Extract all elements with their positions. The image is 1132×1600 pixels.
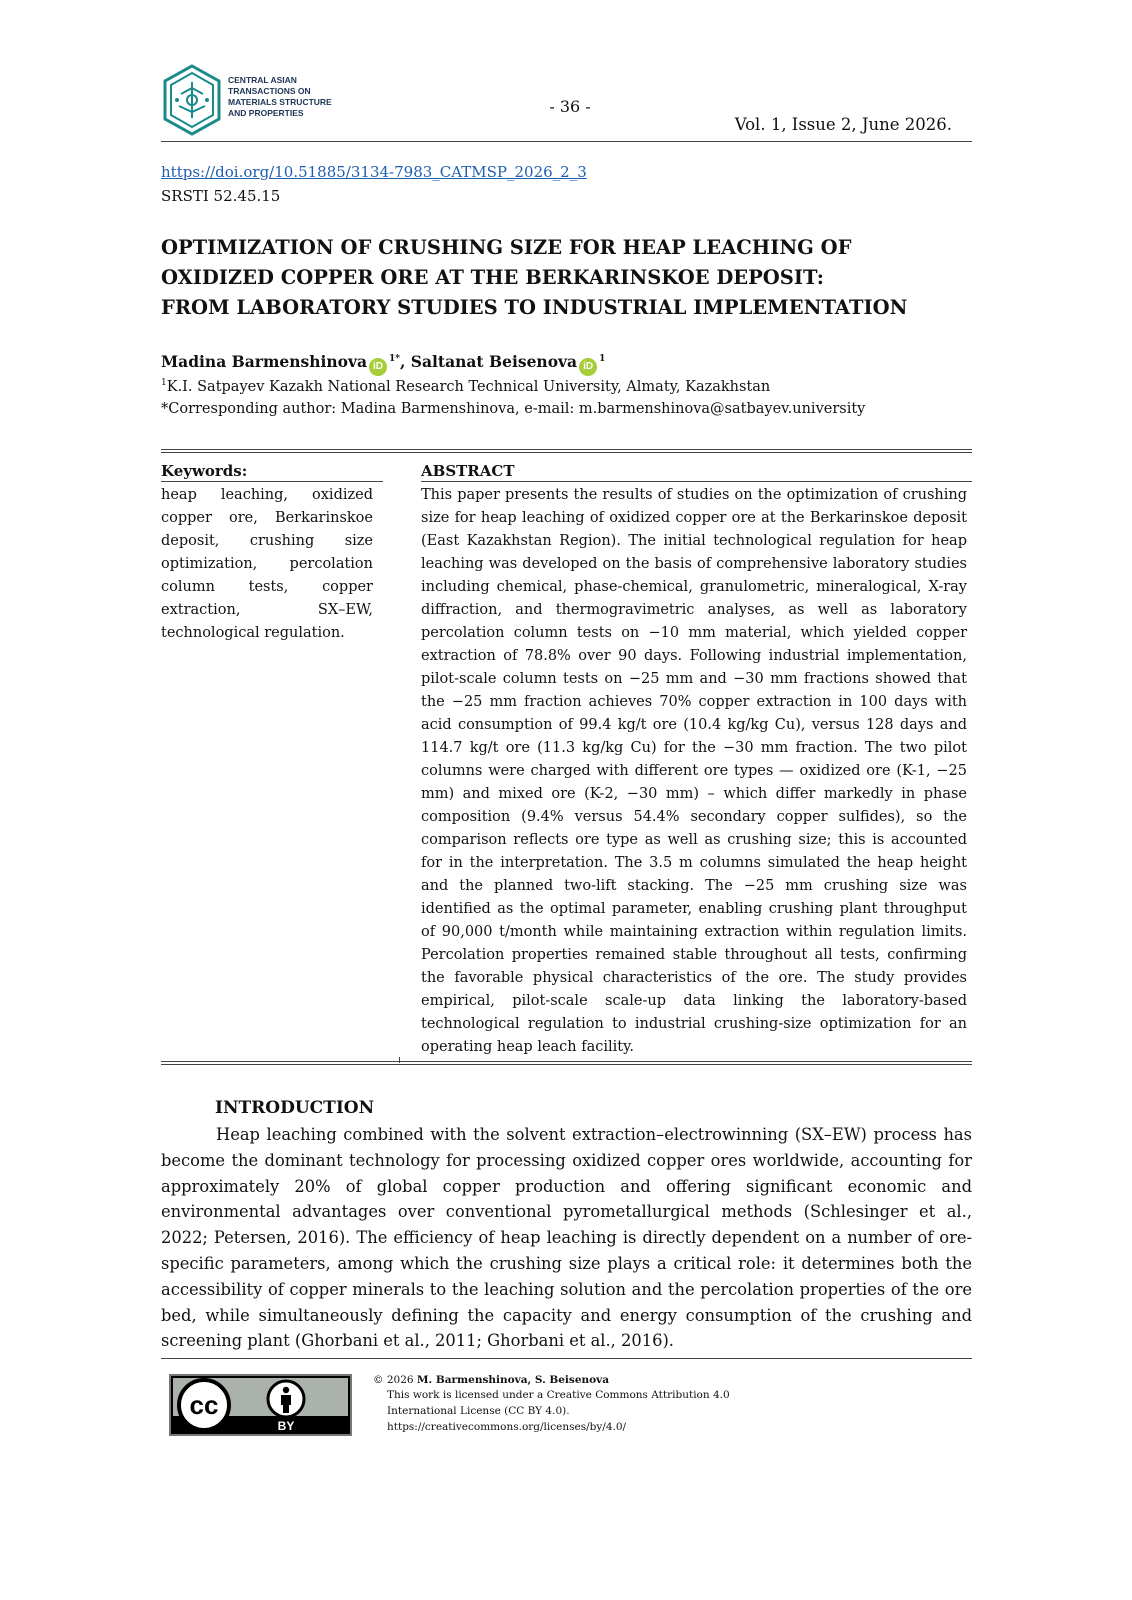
keywords-text: heap leaching, oxidized copper ore, Berkarinskoe deposit, crushing size optimization, percolation column tests, copper extraction, SX–EW, technological regulation. (161, 487, 373, 641)
license-url[interactable]: https://creativecommons.org/licenses/by/4.0/ (387, 1421, 627, 1433)
copyright-line (373, 1372, 609, 1388)
abstract-heading: ABSTRACT (421, 462, 972, 482)
volume-issue: Vol. 1, Issue 2, June 2026. (734, 115, 952, 134)
abstract-top-rule (161, 449, 972, 453)
journal-logo (161, 64, 223, 136)
journal-name-line: MATERIALS STRUCTURE (228, 97, 332, 107)
affiliation-text: K.I. Satpayev Kazakh National Research Technical University, Almaty, Kazakhstan (166, 378, 771, 395)
header-divider (161, 141, 972, 142)
doi-link[interactable]: https://doi.org/10.51885/3134-7983_CATMSP_2026_2_3 (161, 163, 587, 181)
abstract-text: This paper presents the results of studies on the optimization of crushing size for heap leaching of oxidized copper ore at the Berkarinskoe deposit (East Kazakhstan Region). The initial technological regulation for heap leaching was developed on the basis of comprehensive laboratory studies including chemical, phase-chemical, granulometric, mineralogical, X-ray diffraction, and thermogravimetric analyses, as well as laboratory percolation column tests on −10 mm material, which yielded copper extraction of 78.8% over 90 days. Following industrial implementation, pilot-scale column tests on −25 mm and −30 mm fractions showed that the −25 mm fraction achieves 70% copper extraction in 100 days with acid consumption of 99.4 kg/t ore (10.4 kg/kg Cu), versus 128 days and 114.7 kg/t ore (11.3 kg/kg Cu) for the −30 mm fraction. The two pilot columns were charged with different ore types — oxidized ore (K-1, −25 mm) and mixed ore (K-2, −30 mm) – which differ markedly in phase composition (9.4% versus 54.4% secondary copper sulfides), so the comparison reflects ore type as well as crushing size; this is accounted for in the interpretation. The 3.5 m columns simulated the heap height and the planned two-lift stacking. The −25 mm crushing size was identified as the optimal parameter, enabling crushing plant throughput of 90,000 t/month while maintaining extraction within regulation limits. Percolation properties remained stable throughout all tests, confirming the favorable physical characteristics of the ore. The study provides empirical, pilot-scale scale-up data linking the laboratory-based technological regulation to industrial crushing-size optimization for an operating heap leach facility. (421, 487, 967, 1055)
license-line: International License (CC BY 4.0). (387, 1405, 570, 1417)
license-text (387, 1387, 730, 1435)
journal-name-line: TRANSACTIONS ON (228, 86, 311, 96)
cc-by-badge[interactable] (169, 1374, 352, 1436)
cc-logo-text: cc (189, 1390, 219, 1420)
copyright-authors: M. Barmenshinova, S. Beisenova (416, 1374, 610, 1386)
journal-name (228, 75, 332, 119)
journal-name-line: CENTRAL ASIAN (228, 75, 297, 85)
paper-title (161, 233, 972, 323)
keywords-heading: Keywords: (161, 462, 383, 482)
license-line: This work is licensed under a Creative Commons Attribution 4.0 (387, 1389, 730, 1401)
orcid-icon[interactable]: iD (579, 358, 597, 376)
introduction-heading: INTRODUCTION (215, 1098, 375, 1118)
title-line: FROM LABORATORY STUDIES TO INDUSTRIAL IMPLEMENTATION (161, 296, 908, 319)
copyright-prefix: © 2026 (373, 1374, 417, 1386)
srsti-code: SRSTI 52.45.15 (161, 187, 281, 205)
affiliation-mark: 1 (161, 378, 167, 388)
introduction-paragraph: Heap leaching combined with the solvent extraction–electrowinning (SX–EW) process has become the dominant technology for processing oxidized copper ores worldwide, accounting for approximately 20% of global copper production and offering significant economic and environmental advantages over conventional pyrometallurgical methods (Schlesinger et al., 2022; Petersen, 2016). The efficiency of heap leaching is directly dependent on a number of ore-specific parameters, among which the crushing size plays a critical role: it determines both the accessibility of copper minerals to the leaching solution and the percolation properties of the ore bed, while simultaneously defining the capacity and energy consumption of the crushing and screening plant (Ghorbani et al., 2011; Ghorbani et al., 2016). (161, 1125, 972, 1351)
title-line: OPTIMIZATION OF CRUSHING SIZE FOR HEAP LEACHING OF (161, 236, 852, 259)
author-mark: 1 (599, 353, 606, 364)
cc-by-icon (171, 1376, 350, 1434)
author-name: Madina Barmenshinova (161, 352, 368, 371)
footer-divider (161, 1358, 972, 1359)
orcid-icon[interactable]: iD (369, 358, 387, 376)
column-separator (399, 1057, 400, 1063)
author-list (161, 352, 605, 376)
abstract-bottom-rule (161, 1061, 972, 1065)
by-label: BY (277, 1419, 295, 1433)
corresponding-author: *Corresponding author: Madina Barmenshinova, e-mail: m.barmenshinova@satbayev.university (161, 401, 866, 417)
page-number: - 36 - (549, 97, 591, 116)
author-separator: , (400, 352, 411, 371)
title-line: OXIDIZED COPPER ORE AT THE BERKARINSKOE DEPOSIT: (161, 266, 824, 289)
affiliation (161, 378, 770, 395)
journal-name-line: AND PROPERTIES (228, 108, 304, 118)
author-name: Saltanat Beisenova (410, 352, 578, 371)
author-mark: 1* (389, 353, 400, 364)
